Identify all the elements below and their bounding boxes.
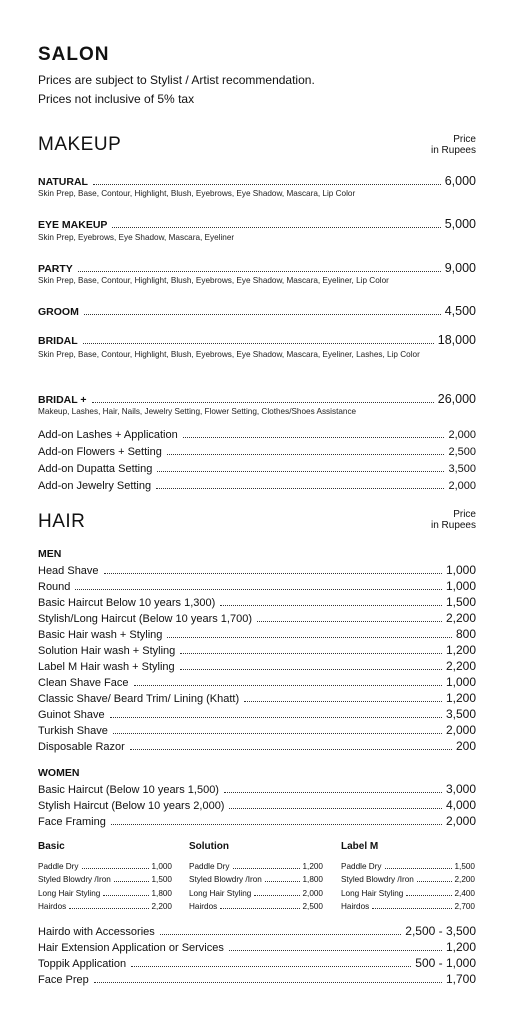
dot-leader [180,669,442,670]
dot-leader [110,717,442,718]
women-row: Stylish Haircut (Below 10 years 2,000) 4,000 [38,798,476,812]
column-title: Solution [189,841,229,852]
men-row: Guinot Shave 3,500 [38,707,476,721]
dot-leader [69,908,148,909]
dot-leader [93,184,441,185]
men-row: Basic Haircut Below 10 years 1,300) 1,500 [38,595,476,609]
service-price: 5,000 [444,217,476,231]
service-row-party [38,261,476,275]
dot-leader [104,573,442,574]
dot-leader [224,792,442,793]
dot-leader [417,881,452,882]
service-price: 4,500 [444,304,476,318]
service-description: Skin Prep, Eyebrows, Eye Shadow, Mascara, Eyeliner [38,233,235,242]
makeup-price-header: Price in Rupees [430,134,476,156]
dot-leader [180,653,442,654]
service-description: Skin Prep, Base, Contour, Highlight, Blush, Eyebrows, Eye Shadow, Mascara, Eyeliner, Lip Color [38,276,389,285]
column-row: Styled Blowdry /Iron 1,800 [189,875,323,884]
dot-leader [257,621,442,622]
dot-leader [112,227,440,228]
men-row: Basic Hair wash + Styling 800 [38,627,476,641]
dot-leader [233,868,300,869]
men-row: Round 1,000 [38,579,476,593]
service-description: Makeup, Lashes, Hair, Nails, Jewelry Setting, Flower Setting, Clothes/Shoes Assistance [38,407,357,416]
dot-leader [130,749,452,750]
dot-leader [111,824,442,825]
column-row: Hairdos 2,200 [38,902,172,911]
service-row-groom [38,304,476,318]
dot-leader [160,934,401,935]
column-row: Long Hair Styling 1,800 [38,888,172,898]
page-title: SALON [38,44,110,65]
addon-row-jewelry: Add-on Jewelry Setting 2,000 [38,480,476,492]
women-row: Basic Haircut (Below 10 years 1,500) 3,000 [38,782,476,796]
men-row: Label M Hair wash + Styling 2,200 [38,659,476,673]
service-name: BRIDAL [38,335,78,347]
addon-row-flowers: Add-on Flowers + Setting 2,500 [38,446,476,458]
service-name: PARTY [38,263,73,275]
service-price: 6,000 [444,174,476,188]
column-title: Label M [341,841,379,852]
dot-leader [244,701,442,702]
addon-row-lashes: Add-on Lashes + Application 2,000 [38,429,476,441]
dot-leader [131,966,411,967]
tax-note: Prices not inclusive of 5% tax [38,92,195,106]
women-subheading: WOMEN [38,767,80,779]
column-title: Basic [38,841,65,852]
dot-leader [103,895,148,896]
dot-leader [385,868,452,869]
service-price: 9,000 [444,261,476,275]
dot-leader [75,589,442,590]
service-name: BRIDAL + [38,394,87,406]
dot-leader [94,982,442,983]
dot-leader [220,605,442,606]
addon-row-dupatta: Add-on Dupatta Setting 3,500 [38,463,476,475]
dot-leader [156,488,444,489]
column-row: Paddle Dry 1,200 [189,861,323,871]
dot-leader [84,314,441,315]
dot-leader [78,271,441,272]
service-name: GROOM [38,306,79,318]
men-row: Stylish/Long Haircut (Below 10 years 1,700) 2,200 [38,611,476,625]
service-name: NATURAL [38,176,88,188]
column-row: Hairdos 2,500 [189,902,323,911]
men-row: Classic Shave/ Beard Trim/ Lining (Khatt) 1,200 [38,691,476,705]
extra-row-face-prep: Face Prep 1,700 [38,972,476,986]
extra-row-hair-extension: Hair Extension Application or Services 1,200 [38,940,476,954]
dot-leader [83,343,434,344]
dot-leader [82,868,149,869]
column-row: Styled Blowdry /Iron 2,200 [341,875,475,884]
dot-leader [167,637,452,638]
dot-leader [167,454,445,455]
dot-leader [220,908,299,909]
hair-price-header: Price in Rupees [430,509,476,531]
extra-row-toppik: Toppik Application 500 - 1,000 [38,956,476,970]
dot-leader [113,733,442,734]
dot-leader [406,895,451,896]
dot-leader [92,402,434,403]
dot-leader [114,881,149,882]
styling-column-label-m [341,841,475,911]
service-row-bridal [38,333,476,347]
dot-leader [229,808,442,809]
makeup-section-title: MAKEUP [38,134,122,155]
men-subheading: MEN [38,548,62,560]
column-row: Long Hair Styling 2,000 [189,888,323,898]
styling-column-basic [38,841,172,911]
dot-leader [229,950,442,951]
service-row-eye-makeup [38,217,476,231]
column-row: Paddle Dry 1,500 [341,861,475,871]
styling-column-solution [189,841,323,911]
dot-leader [157,471,444,472]
dot-leader [254,895,299,896]
column-row: Styled Blowdry /Iron 1,500 [38,875,172,884]
service-row-natural [38,174,476,188]
service-price: 18,000 [437,333,476,347]
hair-section-title: HAIR [38,511,86,532]
men-row: Disposable Razor 200 [38,739,476,753]
women-row: Face Framing 2,000 [38,814,476,828]
service-row-bridal-plus [38,392,476,406]
men-row: Solution Hair wash + Styling 1,200 [38,643,476,657]
dot-leader [265,881,300,882]
column-row: Paddle Dry 1,000 [38,861,172,871]
men-row: Turkish Shave 2,000 [38,723,476,737]
dot-leader [183,437,445,438]
service-description: Skin Prep, Base, Contour, Highlight, Blush, Eyebrows, Eye Shadow, Mascara, Eyeliner, Lashes, Lip Color [38,350,420,359]
column-row: Hairdos 2,700 [341,902,475,911]
service-price: 26,000 [437,392,476,406]
column-row: Long Hair Styling 2,400 [341,888,475,898]
service-name: EYE MAKEUP [38,219,108,231]
men-row: Clean Shave Face 1,000 [38,675,476,689]
men-row: Head Shave 1,000 [38,563,476,577]
dot-leader [372,908,451,909]
extra-row-hairdo-accessories: Hairdo with Accessories 2,500 - 3,500 [38,924,476,938]
service-description: Skin Prep, Base, Contour, Highlight, Blush, Eyebrows, Eye Shadow, Mascara, Lip Color [38,189,356,198]
pricing-note: Prices are subject to Stylist / Artist recommendation. [38,73,315,87]
dot-leader [134,685,442,686]
